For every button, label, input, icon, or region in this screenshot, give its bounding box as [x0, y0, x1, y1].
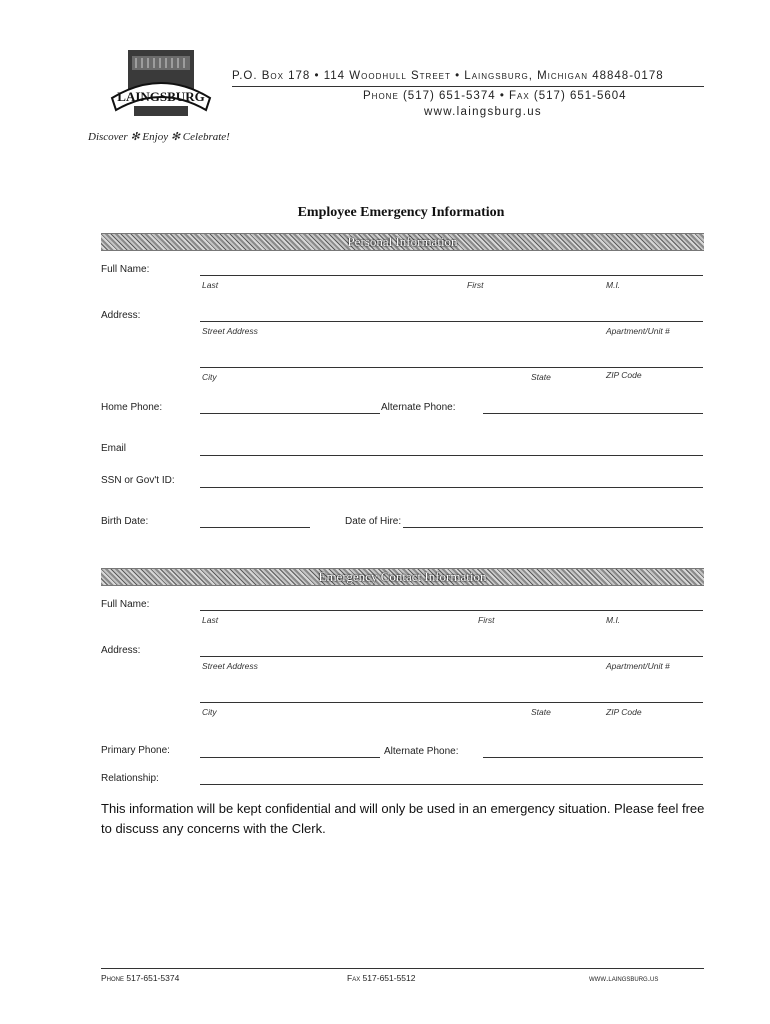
street-line[interactable]: [200, 321, 703, 322]
footer-web: www.laingsburg.us: [589, 973, 659, 983]
phone-line: Phone (517) 651-5374 • Fax (517) 651-5604: [363, 90, 627, 102]
hire-date-label: Date of Hire:: [345, 516, 402, 527]
page-title: Employee Emergency Information: [297, 205, 505, 220]
address-label: Address:: [101, 310, 141, 321]
header-rule: [232, 86, 704, 87]
last-caption: Last: [202, 280, 219, 290]
relationship-label: Relationship:: [101, 773, 159, 784]
ec-last-caption: Last: [202, 615, 219, 625]
ec-city-caption: City: [202, 707, 217, 717]
ec-street-caption: Street Address: [202, 661, 258, 671]
state-caption: State: [531, 372, 551, 382]
city-line[interactable]: [200, 367, 703, 368]
email-label: Email: [101, 443, 127, 454]
confidentiality-note: This information will be kept confidential and will only be used in an emergency situation. Please feel free to discuss any concerns with the Clerk.: [101, 801, 705, 836]
laingsburg-logo: [106, 48, 216, 118]
ssn-line[interactable]: [200, 487, 703, 488]
ssn-label: SSN or Gov't ID:: [101, 475, 175, 486]
tagline: Discover ✻ Enjoy ✻ Celebrate!: [88, 131, 230, 143]
city-caption: City: [202, 372, 217, 382]
home-phone-label: Home Phone:: [101, 402, 163, 413]
full-name-line[interactable]: [200, 275, 703, 276]
zip-caption: ZIP Code: [606, 370, 642, 380]
first-caption: First: [467, 280, 484, 290]
ec-first-caption: First: [478, 615, 495, 625]
alt-phone-line[interactable]: [483, 413, 703, 414]
primary-phone-line[interactable]: [200, 757, 380, 758]
website: www.laingsburg.us: [424, 106, 542, 118]
ec-address-label: Address:: [101, 645, 141, 656]
ec-city-line[interactable]: [200, 702, 703, 703]
emergency-section-header: [101, 568, 704, 586]
home-phone-line[interactable]: [200, 413, 380, 414]
birth-date-line[interactable]: [200, 527, 310, 528]
ec-zip-caption: ZIP Code: [606, 707, 642, 717]
primary-phone-label: Primary Phone:: [101, 745, 170, 756]
alt-phone-label: Alternate Phone:: [381, 402, 456, 413]
email-line[interactable]: [200, 455, 703, 456]
personal-section-title: Personal Information: [347, 234, 458, 249]
footer-rule: [101, 968, 704, 969]
relationship-line[interactable]: [200, 784, 703, 785]
mi-caption: M.I.: [606, 280, 621, 290]
address-line: P.O. Box 178 • 114 Woodhull Street • Laingsburg, Michigan 48848-0178: [232, 70, 664, 82]
footer-phone: Phone 517-651-5374: [101, 973, 180, 983]
ec-apt-caption: Apartment/Unit #: [606, 661, 670, 671]
logo-text: LAINGSBURG: [117, 89, 205, 104]
ec-full-name-label: Full Name:: [101, 599, 150, 610]
birth-date-label: Birth Date:: [101, 516, 149, 527]
ec-alt-phone-line[interactable]: [483, 757, 703, 758]
personal-section-header: [101, 233, 704, 251]
ec-alt-phone-label: Alternate Phone:: [384, 746, 459, 757]
full-name-label: Full Name:: [101, 264, 150, 275]
ec-full-name-line[interactable]: [200, 610, 703, 611]
hire-date-line[interactable]: [403, 527, 703, 528]
ec-state-caption: State: [531, 707, 551, 717]
emergency-section-title: Emergency Contact Information: [318, 569, 487, 584]
street-caption: Street Address: [202, 326, 258, 336]
ec-street-line[interactable]: [200, 656, 703, 657]
footer-fax: Fax 517-651-5512: [347, 973, 416, 983]
ec-mi-caption: M.I.: [606, 615, 621, 625]
apt-caption: Apartment/Unit #: [606, 326, 670, 336]
